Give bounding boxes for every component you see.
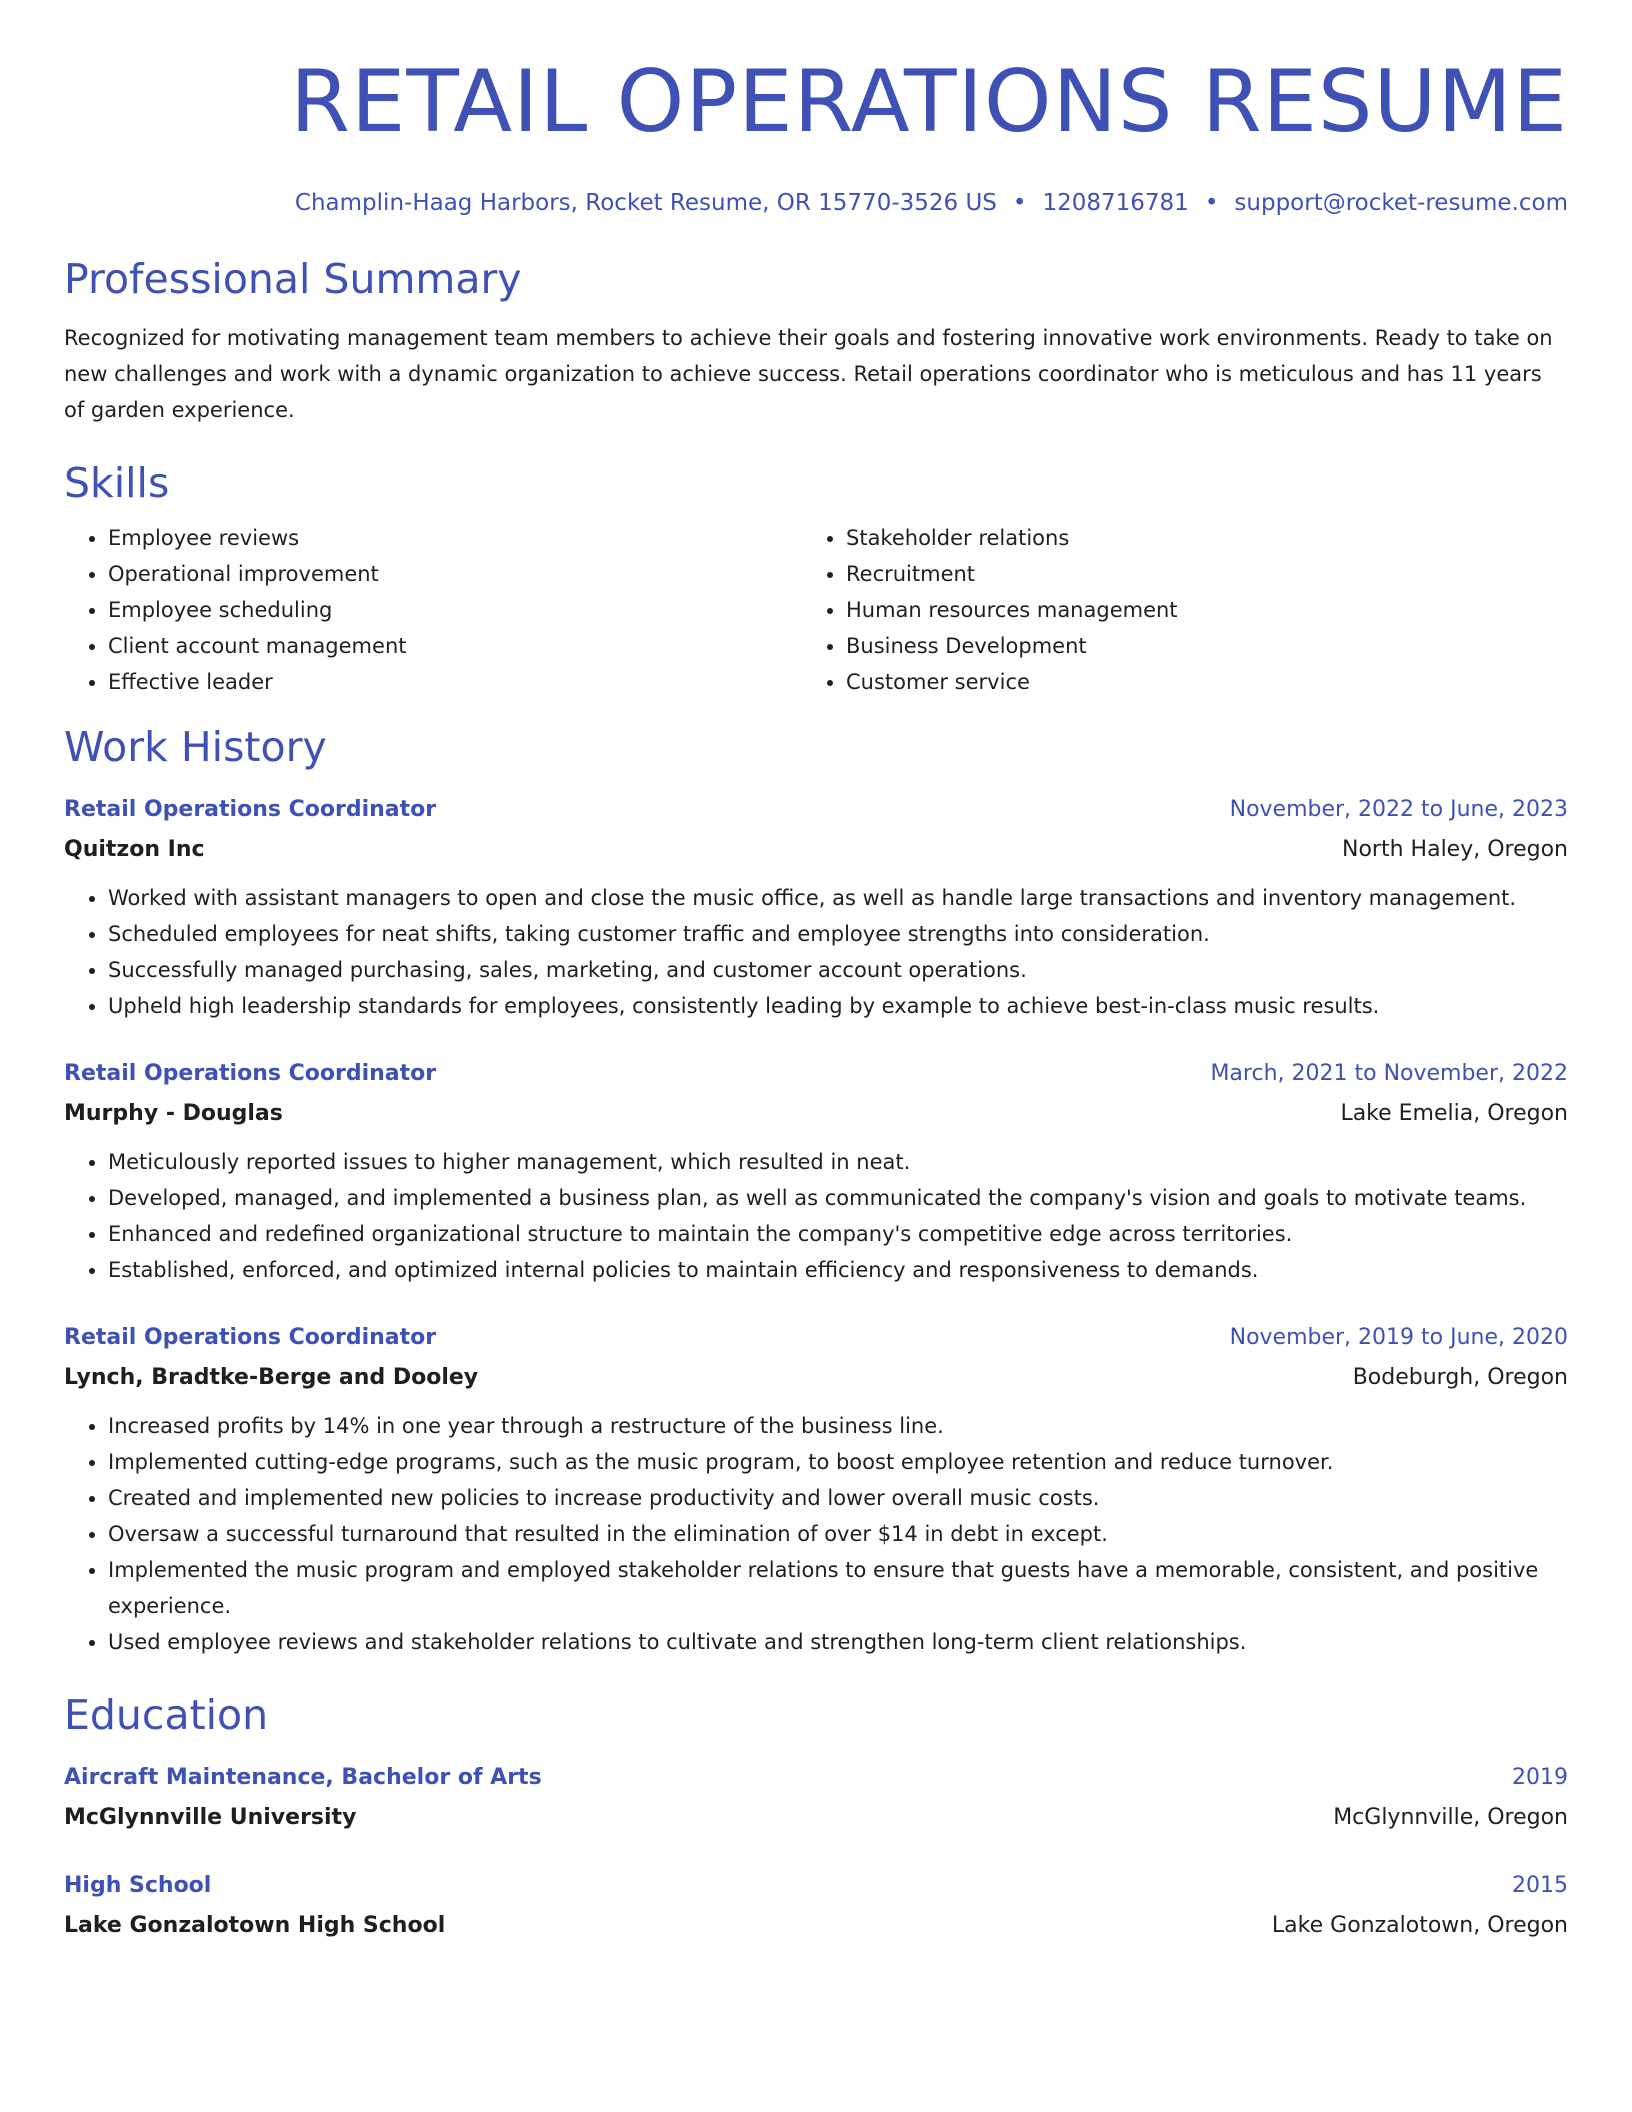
skills-list-right	[802, 520, 1568, 700]
education-header-row	[64, 1866, 1568, 1906]
job-bullet: • Used employee reviews and stakeholder relations to cultivate and strengthen long-term client relationships.	[108, 1624, 1568, 1660]
skill-item: • Employee reviews	[108, 520, 802, 556]
resume-header	[64, 52, 1568, 218]
job-bullet: • Developed, managed, and implemented a business plan, as well as communicated the company's vision and goals to motivate teams.	[108, 1180, 1568, 1216]
education-entry	[64, 1758, 1568, 1838]
skill-item: • Human resources management	[846, 592, 1568, 628]
job-company-row	[64, 1358, 1568, 1398]
job-dates: November, 2022 to June, 2023	[1229, 797, 1568, 822]
job-entry	[64, 1318, 1568, 1660]
work-history-section	[64, 722, 1568, 1660]
education-school-row	[64, 1906, 1568, 1946]
education-degree: High School	[64, 1873, 212, 1898]
contact-email: support@rocket-resume.com	[1234, 190, 1568, 216]
job-header-row	[64, 1054, 1568, 1094]
summary-section	[64, 254, 1568, 428]
job-header-row	[64, 1318, 1568, 1358]
summary-heading: Professional Summary	[64, 255, 522, 303]
skill-item: • Customer service	[846, 664, 1568, 700]
job-bullet: • Implemented cutting-edge programs, such as the music program, to boost employee retention and reduce turnover.	[108, 1444, 1568, 1480]
resume-title: RETAIL OPERATIONS RESUME	[290, 52, 1568, 152]
job-bullet: • Oversaw a successful turnaround that resulted in the elimination of over $14 in debt in except.	[108, 1516, 1568, 1552]
summary-text: Recognized for motivating management team members to achieve their goals and fostering innovative work environments. Ready to take on new challenges and work with a dynamic organization to achieve success. Retail operations coordinator who is meticulous and has 11 years of garden experience.	[64, 326, 1553, 422]
education-location: McGlynnville, Oregon	[1333, 1805, 1568, 1830]
job-title: Retail Operations Coordinator	[64, 797, 437, 822]
education-heading: Education	[64, 1691, 269, 1739]
job-bullet: • Created and implemented new policies to increase productivity and lower overall music costs.	[108, 1480, 1568, 1516]
education-year: 2019	[1512, 1765, 1568, 1790]
education-section	[64, 1690, 1568, 1946]
skill-item: • Operational improvement	[108, 556, 802, 592]
work-history-heading: Work History	[64, 723, 327, 771]
contact-separator: •	[1012, 190, 1027, 216]
job-bullet: • Increased profits by 14% in one year through a restructure of the business line.	[108, 1408, 1568, 1444]
skill-item: • Stakeholder relations	[846, 520, 1568, 556]
job-bullet: • Upheld high leadership standards for employees, consistently leading by example to achieve best-in-class music results.	[108, 988, 1568, 1024]
job-location: Lake Emelia, Oregon	[1340, 1101, 1568, 1126]
job-bullets	[64, 880, 1568, 1024]
education-degree: Aircraft Maintenance, Bachelor of Arts	[64, 1765, 542, 1790]
job-entry	[64, 1054, 1568, 1288]
education-school: McGlynnville University	[64, 1805, 357, 1830]
job-company: Lynch, Bradtke-Berge and Dooley	[64, 1365, 479, 1390]
job-bullet: • Scheduled employees for neat shifts, taking customer traffic and employee strengths into consideration.	[108, 916, 1568, 952]
education-school: Lake Gonzalotown High School	[64, 1913, 446, 1938]
job-company: Murphy - Douglas	[64, 1101, 283, 1126]
job-company-row	[64, 830, 1568, 870]
contact-phone: 1208716781	[1042, 190, 1189, 216]
skills-grid	[64, 520, 1568, 700]
job-dates: March, 2021 to November, 2022	[1210, 1061, 1568, 1086]
job-header-row	[64, 790, 1568, 830]
skill-item: • Effective leader	[108, 664, 802, 700]
job-bullet: • Implemented the music program and employed stakeholder relations to ensure that guests have a memorable, consistent, and positive experience.	[108, 1552, 1568, 1624]
skill-item: • Employee scheduling	[108, 592, 802, 628]
skill-item: • Client account management	[108, 628, 802, 664]
education-year: 2015	[1512, 1873, 1568, 1898]
skills-list-left	[64, 520, 802, 700]
job-entry	[64, 790, 1568, 1024]
skills-heading: Skills	[64, 459, 170, 507]
job-bullet: • Successfully managed purchasing, sales, marketing, and customer account operations.	[108, 952, 1568, 988]
skills-section	[64, 458, 1568, 700]
education-entry	[64, 1866, 1568, 1946]
contact-line	[64, 188, 1568, 218]
job-location: Bodeburgh, Oregon	[1352, 1365, 1568, 1390]
job-bullet: • Established, enforced, and optimized internal policies to maintain efficiency and responsiveness to demands.	[108, 1252, 1568, 1288]
education-school-row	[64, 1798, 1568, 1838]
job-company-row	[64, 1094, 1568, 1134]
job-bullet: • Meticulously reported issues to higher management, which resulted in neat.	[108, 1144, 1568, 1180]
job-dates: November, 2019 to June, 2020	[1229, 1325, 1568, 1350]
job-title: Retail Operations Coordinator	[64, 1061, 437, 1086]
education-location: Lake Gonzalotown, Oregon	[1271, 1913, 1568, 1938]
education-header-row	[64, 1758, 1568, 1798]
job-bullets	[64, 1144, 1568, 1288]
job-company: Quitzon Inc	[64, 837, 205, 862]
skill-item: • Business Development	[846, 628, 1568, 664]
job-title: Retail Operations Coordinator	[64, 1325, 437, 1350]
job-bullet: • Enhanced and redefined organizational structure to maintain the company's competitive edge across territories.	[108, 1216, 1568, 1252]
contact-separator: •	[1204, 190, 1219, 216]
job-location: North Haley, Oregon	[1342, 837, 1568, 862]
contact-address: Champlin-Haag Harbors, Rocket Resume, OR 15770-3526 US	[294, 190, 997, 216]
job-bullet: • Worked with assistant managers to open and close the music office, as well as handle large transactions and inventory management.	[108, 880, 1568, 916]
skill-item: • Recruitment	[846, 556, 1568, 592]
job-bullets	[64, 1408, 1568, 1660]
